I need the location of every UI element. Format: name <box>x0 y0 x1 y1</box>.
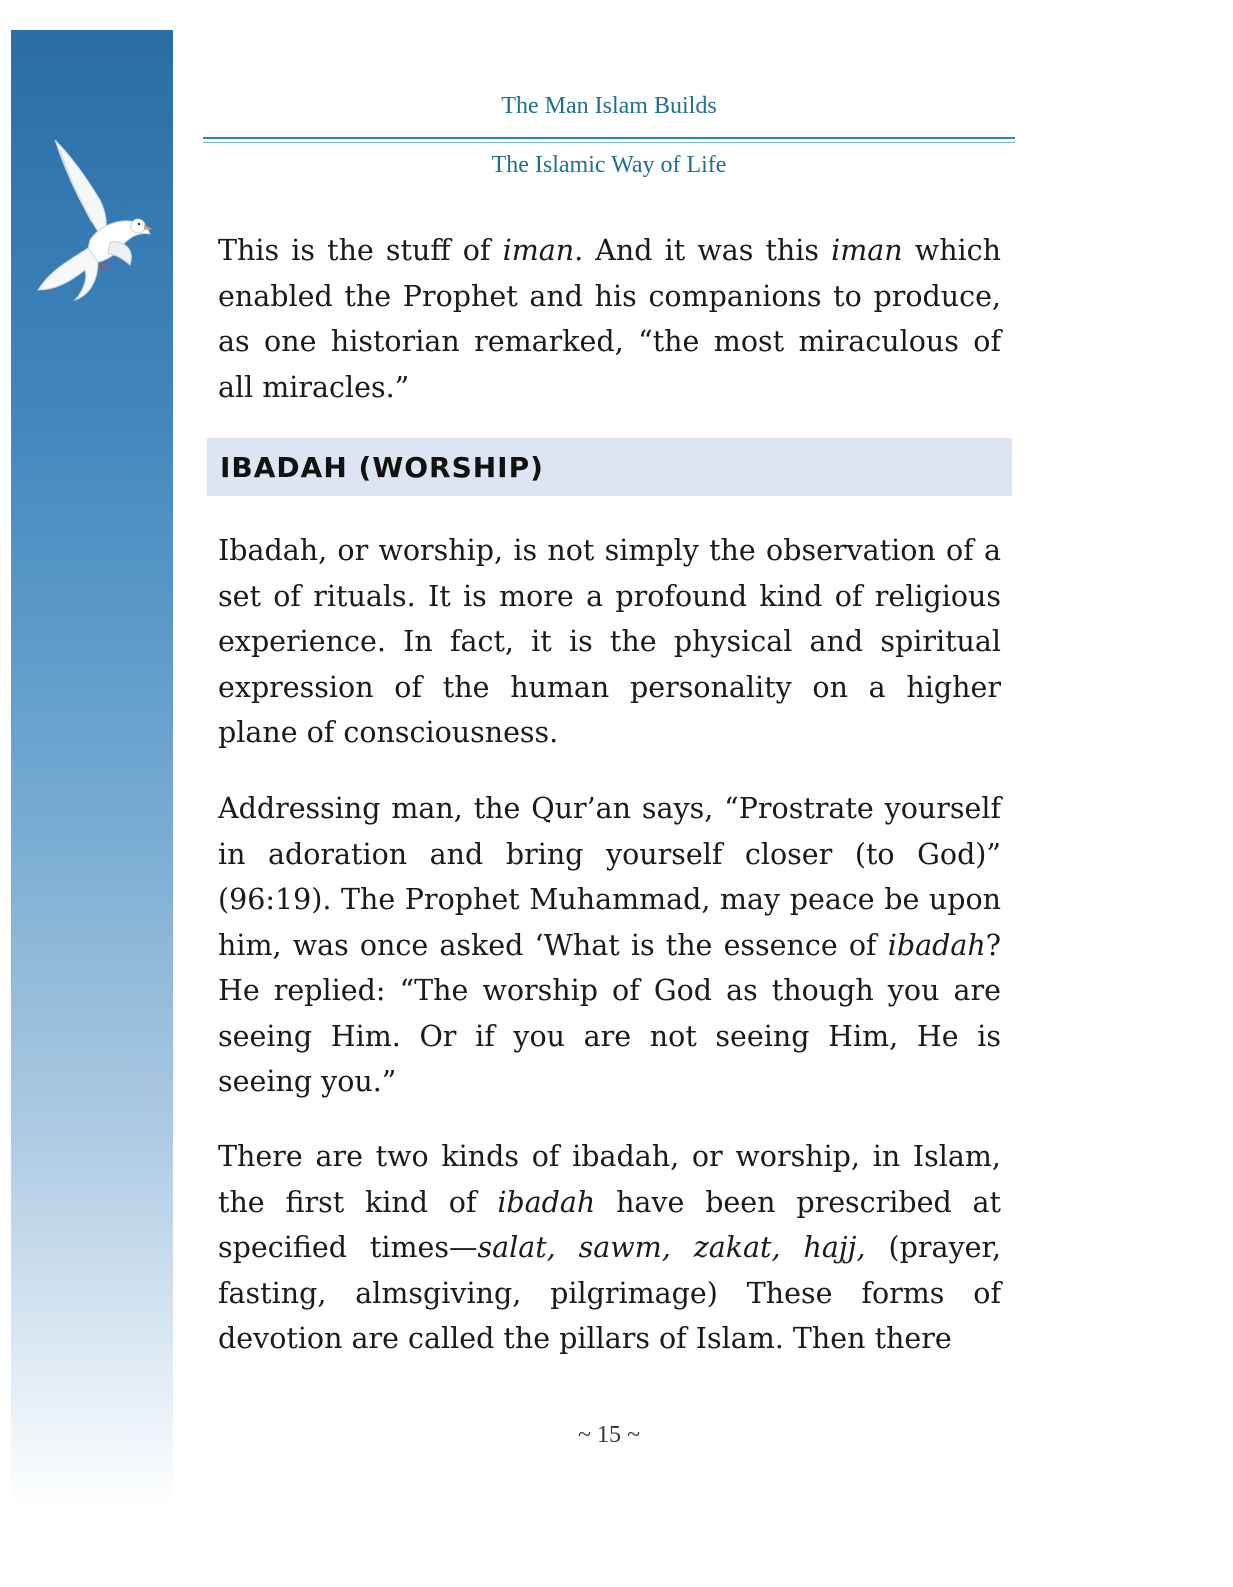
page-number: ~ 15 ~ <box>578 1422 640 1448</box>
section-heading: IBADAH (WORSHIP) <box>220 450 544 484</box>
italic-term: salat, sawm, zakat, hajj, <box>477 1231 866 1264</box>
paragraph-kinds-of-ibadah <box>218 1134 1001 1362</box>
italic-term: ibadah <box>887 928 986 962</box>
running-header-title: The Man Islam Builds <box>501 93 717 119</box>
section-heading-band <box>207 438 1012 496</box>
paragraph-quran-quote <box>218 786 1001 1105</box>
paragraph-iman <box>218 228 1001 410</box>
paragraph-text: This is the stuff of iman. And it was this iman which enabled the Prophet and his companions to produce, as one historian remarked, “the most miraculous of all miracles.” <box>218 234 1001 404</box>
paragraph-text: There are two kinds of ibadah, or worship, in Islam, the first kind of ibadah have been prescribed at specified times—salat, sawm, zakat, hajj, (prayer, fasting, almsgiving, pilgrimage) These forms of devotion are called the pillars of Islam. Then there <box>218 1140 1002 1355</box>
running-header-subtitle: The Islamic Way of Life <box>491 152 727 178</box>
paragraph-text: Ibadah, or worship, is not simply the observation of a set of rituals. It is more a profound kind of religious experience. In fact, it is the physical and spiritual expression of the human personality on a higher plane of consciousness. <box>218 534 1001 749</box>
italic-term: iman <box>502 234 575 267</box>
paragraph-ibadah-definition <box>218 528 1001 756</box>
italic-term: ibadah <box>497 1185 596 1219</box>
italic-term: iman <box>831 234 903 267</box>
dove-icon <box>30 130 155 305</box>
paragraph-text: Addressing man, the Qur’an says, “Prostrate yourself in adoration and bring yourself closer (to God)” (96:19). The Prophet Muhammad, may peace be upon him, was once asked ‘What is the essence of ibadah? He replied: “The worship of God as though you are seeing Him. Or if you are not seeing Him, He is seeing you.” <box>218 792 1001 1098</box>
header-divider <box>203 137 1015 143</box>
